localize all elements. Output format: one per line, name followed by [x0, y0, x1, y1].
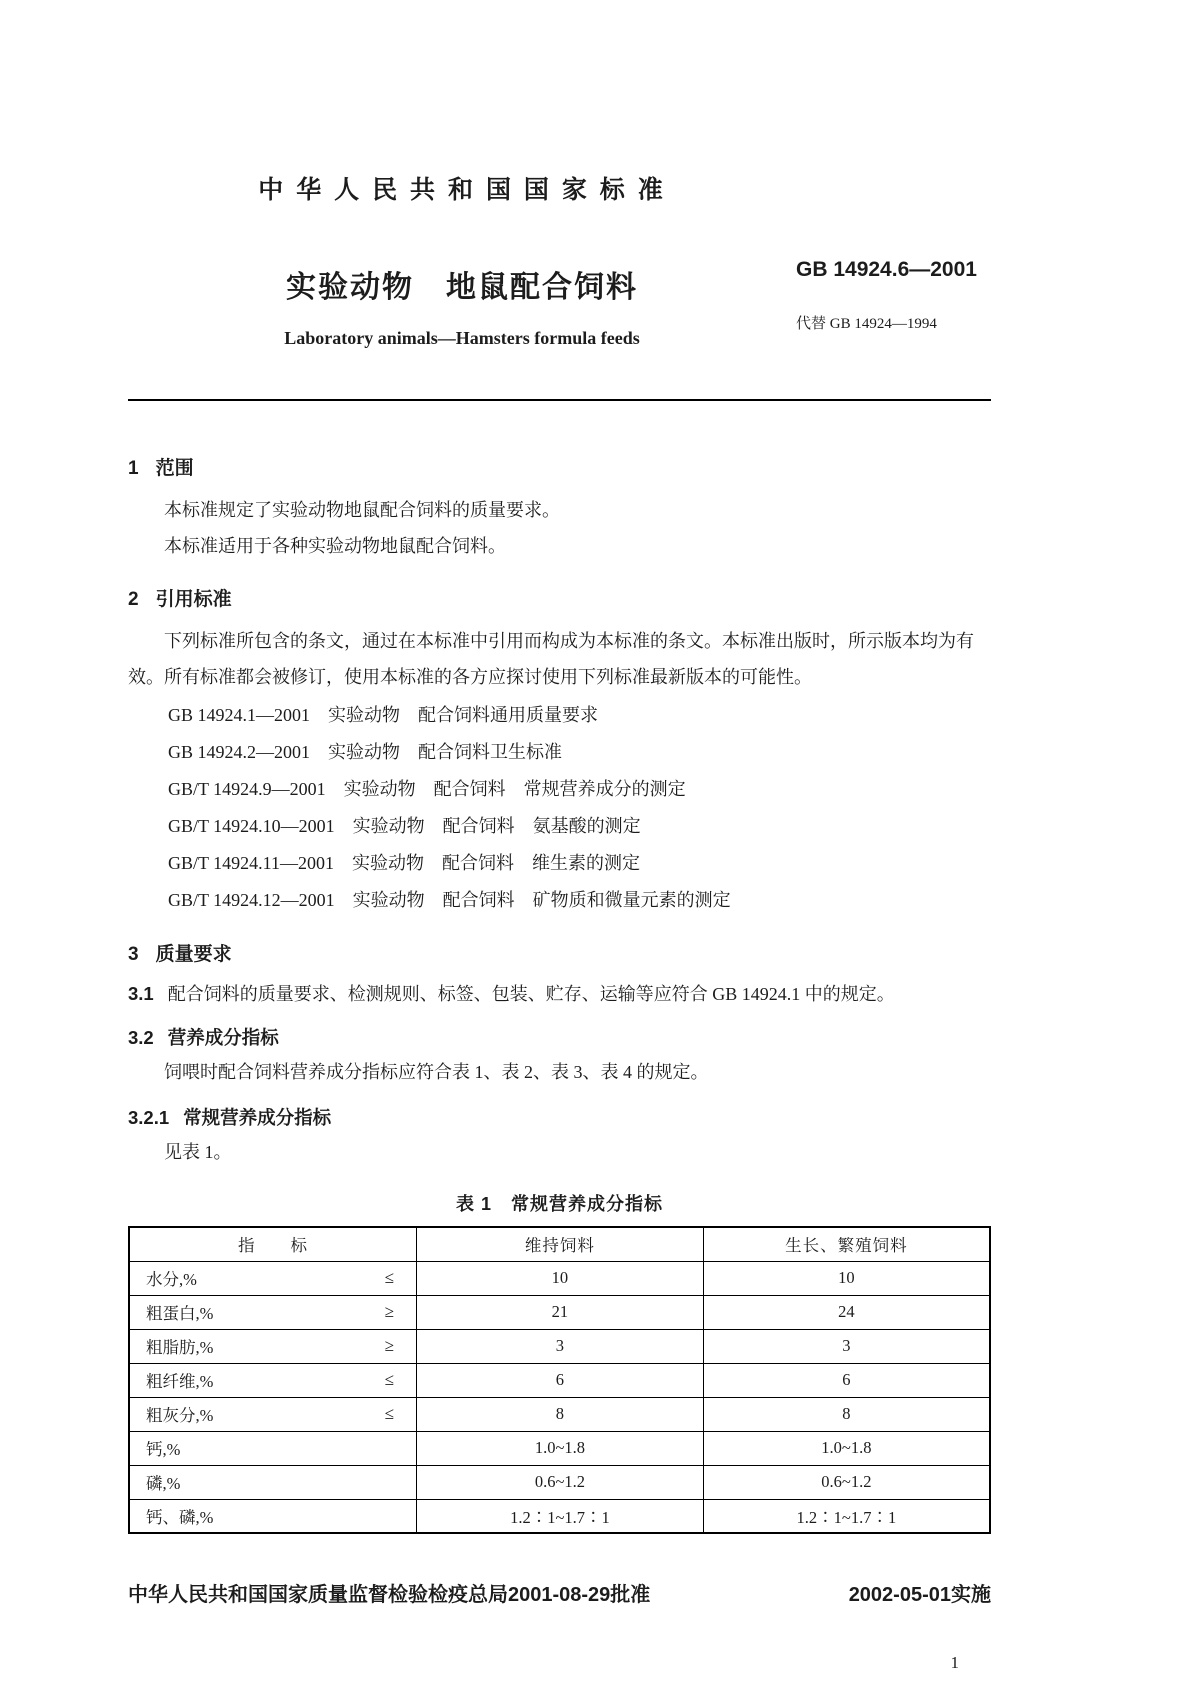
section-2-number: 2 [128, 589, 140, 610]
reference-item: GB 14924.1—2001 实验动物 配合饲料通用质量要求 [168, 705, 599, 725]
indicator-cell [146, 1436, 394, 1460]
maintenance-value: 6 [417, 1363, 704, 1397]
maintenance-value: 10 [417, 1261, 704, 1295]
growth-value: 10 [703, 1261, 990, 1295]
reference-item: GB/T 14924.10—2001 实验动物 配合饲料 氨基酸的测定 [168, 816, 641, 836]
standard-code: GB 14924.6—2001 [796, 258, 977, 281]
document-title-cn: 实验动物 地鼠配合饲料 [286, 271, 638, 304]
table-row [129, 1431, 990, 1465]
maintenance-value: 21 [417, 1295, 704, 1329]
section-3-number: 3 [128, 944, 140, 965]
growth-value: 8 [703, 1397, 990, 1431]
growth-value: 0.6~1.2 [703, 1465, 990, 1499]
table-1-caption: 表 1 常规营养成分指标 [455, 1194, 663, 1214]
reference-item: GB/T 14924.12—2001 实验动物 配合饲料 矿物质和微量元素的测定 [168, 890, 731, 910]
national-standard-label: 中 华 人 民 共 和 国 国 家 标 准 [258, 176, 666, 204]
indicator-name: 粗蛋白,% [146, 1304, 214, 1323]
section-2-heading [128, 584, 991, 611]
growth-value: 1.2∶1~1.7∶1 [703, 1499, 990, 1533]
indicator-cell [146, 1266, 394, 1290]
approval-text: 中华人民共和国国家质量监督检验检疫总局2001-08-29批准 [128, 1584, 651, 1606]
indicator-name: 水分,% [146, 1270, 197, 1289]
header-right-block [796, 170, 991, 349]
section-3-title: 质量要求 [155, 944, 232, 965]
header-rule [128, 399, 991, 401]
header-left-block [128, 170, 796, 349]
section-1-paragraph-1: 本标准规定了实验动物地鼠配合饲料的质量要求。 [164, 500, 560, 520]
column-header-maintenance-feed: 维持饲料 [417, 1227, 704, 1261]
section-1-title: 范围 [155, 458, 194, 479]
implementation-text: 2002-05-01实施 [848, 1584, 991, 1606]
table-row [129, 1465, 990, 1499]
reference-item: GB/T 14924.11—2001 实验动物 配合饲料 维生素的测定 [168, 853, 641, 873]
growth-value: 6 [703, 1363, 990, 1397]
section-1-number: 1 [128, 458, 140, 479]
reference-item: GB/T 14924.9—2001 实验动物 配合饲料 常规营养成分的测定 [168, 779, 686, 799]
indicator-cell [146, 1470, 394, 1494]
clause-3-2-1-number: 3.2.1 [128, 1107, 170, 1128]
maintenance-value: 3 [417, 1329, 704, 1363]
table-row [129, 1397, 990, 1431]
section-1-paragraph-2: 本标准适用于各种实验动物地鼠配合饲料。 [164, 536, 506, 556]
table-row [129, 1261, 990, 1295]
clause-3-1-text: 配合饲料的质量要求、检测规则、标签、包装、贮存、运输等应符合 GB 14924.1 中的规定。 [167, 984, 895, 1004]
section-3-heading [128, 939, 991, 966]
comparison-operator: ≥ [384, 1302, 395, 1321]
table-header-row [129, 1227, 990, 1261]
document-footer [128, 1578, 991, 1607]
nutrition-table [128, 1226, 991, 1534]
indicator-cell [146, 1402, 394, 1426]
indicator-name: 钙、磷,% [146, 1507, 214, 1527]
table-row [129, 1295, 990, 1329]
page-number: 1 [950, 1653, 959, 1672]
clause-3-2 [128, 1022, 991, 1054]
indicator-name: 钙,% [146, 1440, 181, 1459]
indicator-cell [146, 1368, 394, 1392]
comparison-operator: ≥ [384, 1336, 395, 1355]
replaces-note: 代替 GB 14924—1994 [796, 316, 937, 332]
growth-value: 3 [703, 1329, 990, 1363]
clause-3-2-number: 3.2 [128, 1027, 154, 1048]
indicator-name: 粗脂肪,% [146, 1338, 214, 1357]
clause-3-2-1-title: 常规营养成分指标 [183, 1107, 332, 1128]
clause-3-1 [128, 978, 991, 1010]
reference-item: GB 14924.2—2001 实验动物 配合饲料卫生标准 [168, 742, 563, 762]
clause-3-2-1-paragraph: 见表 1。 [164, 1142, 232, 1162]
document-title-en: Laboratory animals—Hamsters formula feeds [284, 328, 640, 348]
comparison-operator: ≤ [384, 1370, 395, 1389]
maintenance-value: 8 [417, 1397, 704, 1431]
maintenance-value: 1.2∶1~1.7∶1 [417, 1499, 704, 1533]
column-header-indicator: 指 标 [129, 1227, 417, 1261]
table-row [129, 1329, 990, 1363]
clause-3-2-1 [128, 1102, 991, 1134]
indicator-cell [146, 1334, 394, 1358]
maintenance-value: 0.6~1.2 [417, 1465, 704, 1499]
clause-3-2-title: 营养成分指标 [167, 1027, 279, 1048]
growth-value: 1.0~1.8 [703, 1431, 990, 1465]
clause-3-1-number: 3.1 [128, 983, 154, 1004]
section-2-title: 引用标准 [155, 589, 232, 610]
table-row [129, 1363, 990, 1397]
comparison-operator: ≤ [384, 1404, 395, 1423]
indicator-name: 粗纤维,% [146, 1372, 214, 1391]
indicator-name: 磷,% [146, 1474, 181, 1493]
section-1-heading [128, 453, 991, 480]
table-row [129, 1499, 990, 1533]
document-header [128, 170, 991, 349]
references-list [168, 697, 991, 919]
indicator-name: 粗灰分,% [146, 1406, 214, 1425]
column-header-growth-breeding-feed: 生长、繁殖饲料 [703, 1227, 990, 1261]
indicator-cell [146, 1504, 394, 1528]
clause-3-2-paragraph: 饲喂时配合饲料营养成分指标应符合表 1、表 2、表 3、表 4 的规定。 [164, 1062, 709, 1082]
section-2-intro: 下列标准所包含的条文，通过在本标准中引用而构成为本标准的条文。本标准出版时，所示版本均为有效。所有标准都会被修订，使用本标准的各方应探讨使用下列标准最新版本的可能性。 [128, 631, 974, 687]
indicator-cell [146, 1300, 394, 1324]
comparison-operator: ≤ [384, 1268, 395, 1287]
growth-value: 24 [703, 1295, 990, 1329]
maintenance-value: 1.0~1.8 [417, 1431, 704, 1465]
